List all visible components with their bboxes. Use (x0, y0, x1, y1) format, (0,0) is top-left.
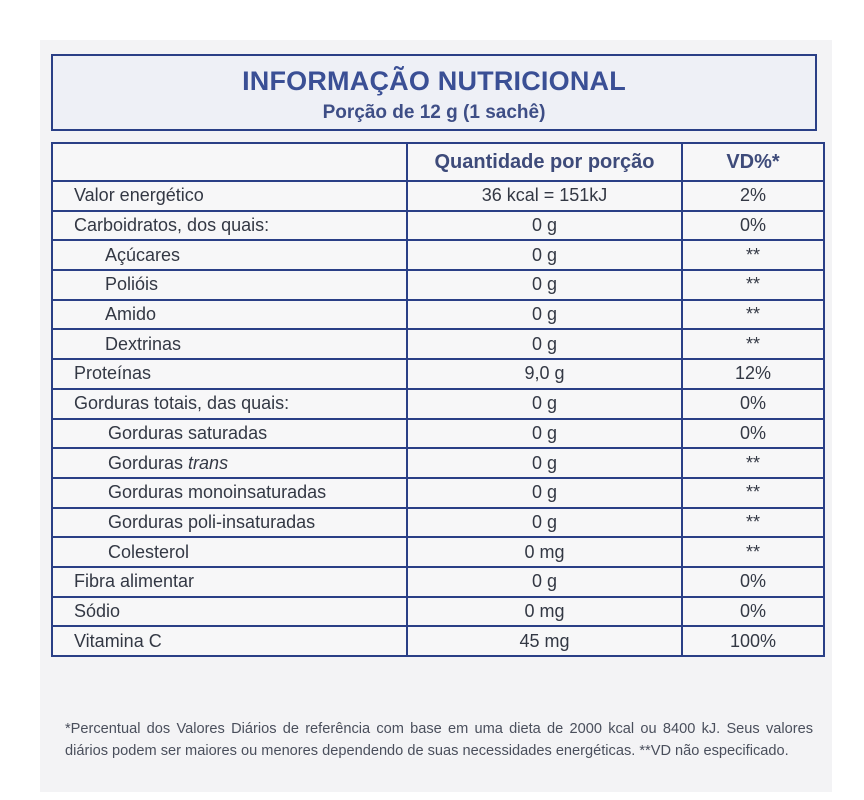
nutrient-name-prefix: Gorduras (108, 452, 189, 473)
header-cell-quantity: Quantidade por porção (407, 143, 682, 181)
nutrient-quantity: 0 mg (407, 537, 682, 567)
footnote: *Percentual dos Valores Diários de referência com base em uma dieta de 2000 kcal ou 8400 kJ. Seus valores diários podem ser maiores ou menores dependendo de suas necessidades energéticas. **VD não especificado. (65, 721, 813, 759)
table-row (52, 359, 824, 389)
table-row (52, 626, 824, 656)
nutrition-table (51, 142, 825, 657)
nutrient-dv: 2% (682, 181, 824, 211)
nutrient-quantity: 0 g (407, 508, 682, 538)
nutrient-dv: 12% (682, 359, 824, 389)
serving-size: Porção de 12 g (1 sachê) (322, 102, 546, 123)
header-cell-dv: VD%* (682, 143, 824, 181)
nutrient-dv: ** (682, 508, 824, 538)
label-title: INFORMAÇÃO NUTRICIONAL (242, 66, 626, 96)
nutrient-quantity: 0 g (407, 448, 682, 478)
nutrient-dv: 0% (682, 597, 824, 627)
nutrient-dv: ** (682, 240, 824, 270)
nutrient-name: Carboidratos, dos quais: (52, 211, 407, 241)
nutrient-dv: 100% (682, 626, 824, 656)
table-row (52, 181, 824, 211)
nutrient-name: Gorduras totais, das quais: (52, 389, 407, 419)
nutrient-name: Açúcares (52, 240, 407, 270)
nutrient-quantity: 36 kcal = 151kJ (407, 181, 682, 211)
table-row (52, 478, 824, 508)
nutrient-name: Sódio (52, 597, 407, 627)
nutrient-name: Amido (52, 300, 407, 330)
nutrient-dv: ** (682, 478, 824, 508)
nutrient-dv: ** (682, 300, 824, 330)
table-row (52, 270, 824, 300)
nutrient-dv: ** (682, 448, 824, 478)
table-row (52, 240, 824, 270)
nutrient-name: Vitamina C (52, 626, 407, 656)
nutrient-dv: ** (682, 537, 824, 567)
nutrient-quantity: 9,0 g (407, 359, 682, 389)
nutrient-dv: 0% (682, 419, 824, 449)
table-row (52, 508, 824, 538)
table-row (52, 419, 824, 449)
nutrient-name: Dextrinas (52, 329, 407, 359)
table-row (52, 567, 824, 597)
nutrient-name: Fibra alimentar (52, 567, 407, 597)
nutrient-quantity: 45 mg (407, 626, 682, 656)
nutrient-dv: ** (682, 270, 824, 300)
table-row (52, 329, 824, 359)
table-row (52, 211, 824, 241)
table-row (52, 537, 824, 567)
nutrient-name: Valor energético (52, 181, 407, 211)
nutrient-name: Gorduras monoinsaturadas (52, 478, 407, 508)
nutrient-quantity: 0 g (407, 567, 682, 597)
header-cell-nutrient (52, 143, 407, 181)
table-row (52, 300, 824, 330)
nutrient-dv: 0% (682, 211, 824, 241)
nutrient-quantity: 0 g (407, 478, 682, 508)
nutrient-name: Proteínas (52, 359, 407, 389)
table-header-row (52, 143, 824, 181)
nutrient-dv: 0% (682, 389, 824, 419)
nutrient-quantity: 0 g (407, 389, 682, 419)
nutrient-quantity: 0 g (407, 300, 682, 330)
nutrient-name: Gorduras saturadas (52, 419, 407, 449)
table-row (52, 597, 824, 627)
nutrient-name-italic: trans (188, 452, 229, 473)
nutrient-quantity: 0 g (407, 211, 682, 241)
nutrient-name: Colesterol (52, 537, 407, 567)
nutrient-name: Gorduras poli-insaturadas (52, 508, 407, 538)
label-header (51, 54, 817, 131)
table-row (52, 448, 824, 478)
nutrient-quantity: 0 g (407, 270, 682, 300)
table-row (52, 389, 824, 419)
nutrition-label (40, 40, 832, 792)
nutrient-dv: 0% (682, 567, 824, 597)
nutrient-dv: ** (682, 329, 824, 359)
nutrient-quantity: 0 mg (407, 597, 682, 627)
nutrient-name: Polióis (52, 270, 407, 300)
nutrient-name (52, 448, 407, 478)
nutrient-quantity: 0 g (407, 240, 682, 270)
nutrient-quantity: 0 g (407, 419, 682, 449)
nutrient-quantity: 0 g (407, 329, 682, 359)
